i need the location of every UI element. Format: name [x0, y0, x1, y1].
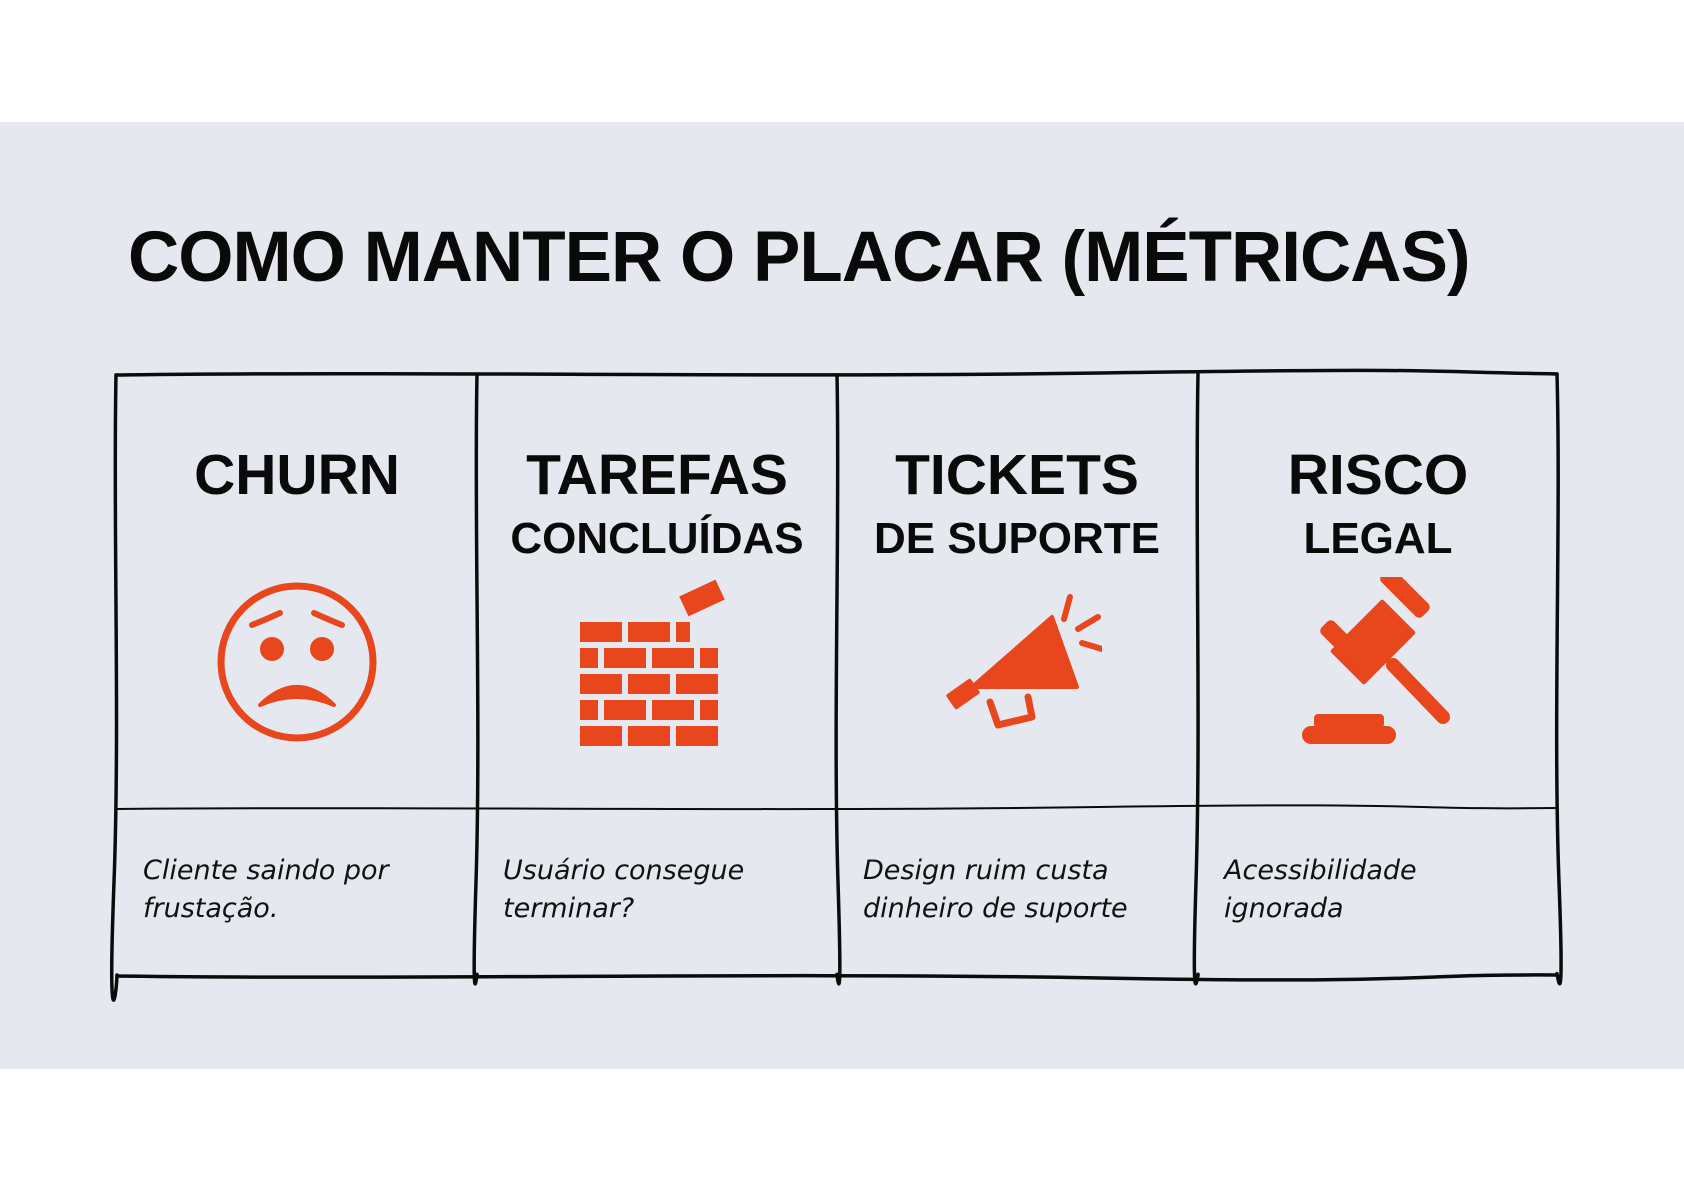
- sad-face-icon: [212, 577, 382, 747]
- metric-risco: [1198, 372, 1558, 972]
- gavel-icon: [1293, 577, 1463, 747]
- brick-wall-icon: [572, 577, 742, 747]
- metric-tarefas: [477, 372, 837, 972]
- metric-subheading: DE SUPORTE: [873, 514, 1161, 563]
- metric-description: Cliente saindo por frustação.: [143, 855, 389, 924]
- page-title: COMO MANTER O PLACAR (MÉTRICAS): [128, 218, 1470, 297]
- metric-description: Acessibilidade ignorada: [1224, 855, 1417, 924]
- metric-description: Usuário consegue terminar?: [503, 855, 745, 924]
- metric-heading: TAREFAS: [526, 443, 788, 507]
- metric-description: Design ruim custa dinheiro de suporte: [863, 855, 1128, 924]
- metric-subheading: CONCLUÍDAS: [510, 514, 804, 563]
- metric-subheading: LEGAL: [1303, 514, 1453, 563]
- metric-churn: [117, 372, 477, 972]
- metric-heading: RISCO: [1287, 443, 1469, 507]
- metric-heading: CHURN: [194, 443, 400, 507]
- megaphone-icon: [932, 577, 1102, 747]
- metric-heading: TICKETS: [895, 443, 1139, 507]
- metric-tickets: [837, 372, 1197, 972]
- slide: [0, 122, 1684, 1069]
